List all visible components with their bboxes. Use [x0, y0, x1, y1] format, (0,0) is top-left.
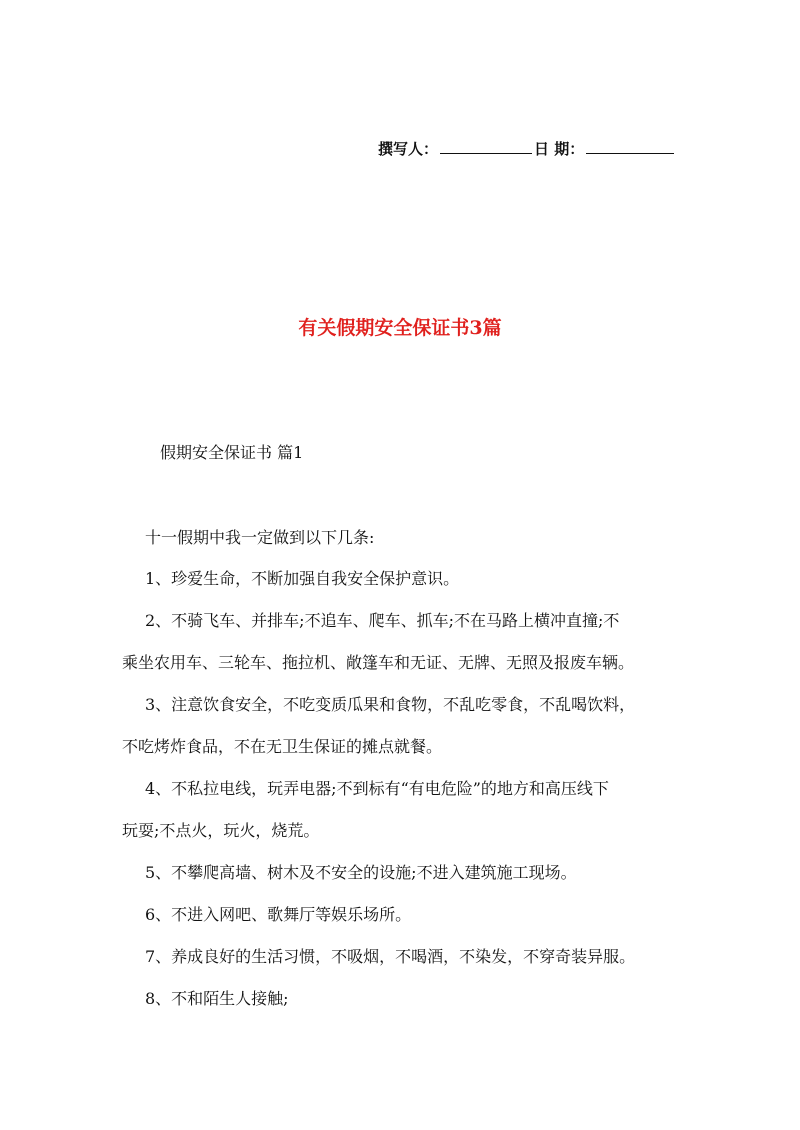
intro-paragraph: 十一假期中我一定做到以下几条: — [145, 528, 375, 547]
item-3-line-2: 不吃烤炸食品，不在无卫生保证的摊点就餐。 — [122, 737, 443, 756]
item-2-line-2: 乘坐农用车、三轮车、拖拉机、敞篷车和无证、无牌、无照及报废车辆。 — [122, 653, 635, 672]
author-date-line — [378, 139, 676, 159]
item-4-line-2: 玩耍;不点火，玩火，烧荒。 — [122, 821, 320, 840]
date-label: 日 期： — [534, 140, 585, 158]
author-blank — [440, 139, 532, 154]
item-5: 5、不攀爬高墙、树木及不安全的设施;不进入建筑施工现场。 — [145, 863, 577, 882]
item-3-line-1: 3、注意饮食安全，不吃变质瓜果和食物，不乱吃零食，不乱喝饮料， — [145, 695, 636, 714]
section-heading: 假期安全保证书 篇1 — [160, 443, 304, 462]
item-6: 6、不进入网吧、歌舞厅等娱乐场所。 — [145, 905, 412, 924]
document-title: 有关假期安全保证书3篇 — [298, 317, 502, 339]
item-8: 8、不和陌生人接触; — [145, 989, 289, 1008]
item-1: 1、珍爱生命，不断加强自我安全保护意识。 — [145, 569, 460, 588]
author-label: 撰写人： — [378, 140, 439, 158]
item-4-line-1: 4、不私拉电线，玩弄电器;不到标有“有电危险”的地方和高压线下 — [145, 779, 609, 798]
item-7: 7、养成良好的生活习惯，不吸烟，不喝酒，不染发，不穿奇装异服。 — [145, 947, 636, 966]
item-2-line-1: 2、不骑飞车、并排车;不追车、爬车、抓车;不在马路上横冲直撞;不 — [145, 611, 620, 630]
date-blank — [586, 139, 674, 154]
